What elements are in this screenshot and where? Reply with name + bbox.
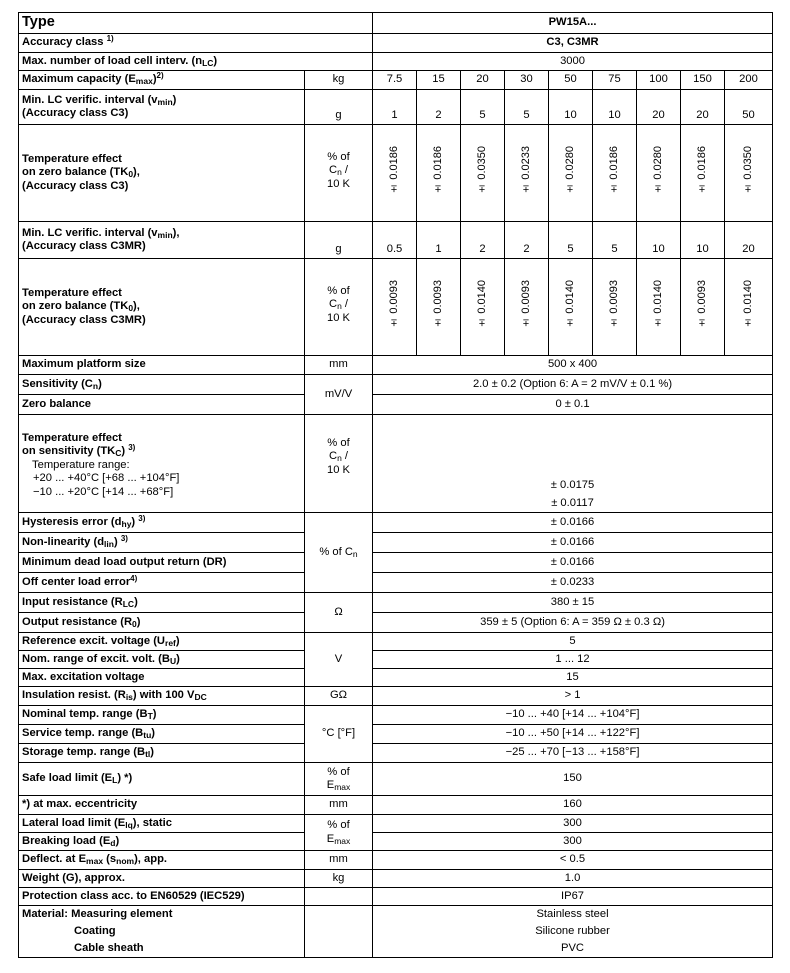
off-center-label: Off center load error$^{4)}$	[19, 573, 305, 593]
lateral-load-label: Lateral load limit (Elq), static	[19, 815, 305, 833]
vmin-c3mr-value: 10	[637, 222, 681, 259]
ref-excit-label: Reference excit. voltage (Uref)	[19, 633, 305, 651]
vmin-c3-value: 1	[373, 90, 417, 125]
capacity-value: 20	[461, 71, 505, 90]
max-intervals-value: 3000	[373, 53, 773, 71]
capacity-value: 150	[681, 71, 725, 90]
ref-excit-row	[19, 633, 773, 651]
off-center-value: ± 0.0233	[373, 573, 773, 593]
service-temp-row	[19, 725, 773, 744]
nominal-temp-value: −10 ... +40 [+14 ... +104°F]	[373, 706, 773, 725]
service-temp-value: −10 ... +50 [+14 ... +122°F]	[373, 725, 773, 744]
vmin-c3-value: 20	[637, 90, 681, 125]
max-intervals-row	[19, 53, 773, 71]
sensitivity-value: 2.0 ± 0.2 (Option 6: A = 2 mV/V ± 0.1 %)	[373, 375, 773, 395]
input-res-row	[19, 593, 773, 613]
service-temp-label: Service temp. range (Btu)	[19, 725, 305, 744]
volt-unit: V	[305, 633, 373, 687]
dead-load-label: Minimum dead load output return (DR)	[19, 553, 305, 573]
tk0-c3-label: Temperature effect on zero balance (TK0), (Accuracy class C3)	[19, 125, 305, 222]
tk0-c3mr-value: ± 0.0140	[461, 259, 505, 356]
nonlinearity-row	[19, 533, 773, 553]
material-row	[19, 906, 773, 958]
protection-row	[19, 888, 773, 906]
safe-load-value: 150	[373, 763, 773, 796]
capacity-value: 100	[637, 71, 681, 90]
tkc-unit: % of Cn / 10 K	[305, 415, 373, 513]
nominal-temp-row	[19, 706, 773, 725]
vmin-c3mr-value: 20	[725, 222, 773, 259]
dead-load-row	[19, 553, 773, 573]
off-center-row	[19, 573, 773, 593]
breaking-load-row	[19, 833, 773, 851]
accuracy-value: C3, C3MR	[373, 34, 773, 53]
tk0-c3-value: ± 0.0350	[461, 125, 505, 222]
tk0-c3mr-value: ± 0.0140	[725, 259, 773, 356]
vmin-c3-value: 20	[681, 90, 725, 125]
capacity-value: 200	[725, 71, 773, 90]
vmin-c3mr-value: 2	[505, 222, 549, 259]
safe-load-unit: % of Emax	[305, 763, 373, 796]
eccentricity-unit: mm	[305, 796, 373, 815]
vmin-c3-label: Min. LC verific. interval (vmin) (Accuracy class C3)	[19, 90, 305, 125]
nominal-temp-label: Nominal temp. range (BT)	[19, 706, 305, 725]
material-values: Stainless steel Silicone rubber PVC	[373, 906, 773, 958]
lateral-load-row	[19, 815, 773, 833]
storage-temp-label: Storage temp. range (Btl)	[19, 744, 305, 763]
tk0-c3-value: ± 0.0186	[417, 125, 461, 222]
vmin-c3mr-unit: g	[305, 222, 373, 259]
tk0-c3-value: ± 0.0350	[725, 125, 773, 222]
deflection-row	[19, 851, 773, 870]
pct-cn-unit: % of Cn	[305, 513, 373, 593]
tk0-c3-value: ± 0.0186	[681, 125, 725, 222]
tk0-c3-value: ± 0.0280	[549, 125, 593, 222]
input-res-label: Input resistance (RLC)	[19, 593, 305, 613]
tk0-c3-unit: % of Cn / 10 K	[305, 125, 373, 222]
safe-load-label: Safe load limit (EL) *)	[19, 763, 305, 796]
nom-range-row	[19, 651, 773, 669]
tk0-c3-row	[19, 125, 773, 222]
model-name: PW15A...	[373, 13, 773, 34]
hysteresis-label: Hysteresis error (dhy) $^{3)}$	[19, 513, 305, 533]
tkc-label: Temperature effect on sensitivity (TKC) $^{3)}$ Temperature range: +20 ... +40°C [+68 ... +104°F] −10 ... +20°C [+14 ... +68°F]	[19, 415, 305, 513]
vmin-c3mr-label: Min. LC verific. interval (vmin), (Accuracy class C3MR)	[19, 222, 305, 259]
nonlinearity-label: Non-linearity (dlin) $^{3)}$	[19, 533, 305, 553]
lateral-load-value: 300	[373, 815, 773, 833]
platform-unit: mm	[305, 356, 373, 375]
tk0-c3mr-unit: % of Cn / 10 K	[305, 259, 373, 356]
max-capacity-label: Maximum capacity $(Emax)^{2)}$	[19, 71, 305, 90]
storage-temp-value: −25 ... +70 [−13 ... +158°F]	[373, 744, 773, 763]
insulation-label: Insulation resist. (Ris) with 100 VDC	[19, 687, 305, 706]
vmin-c3mr-value: 5	[549, 222, 593, 259]
vmin-c3mr-value: 5	[593, 222, 637, 259]
type-heading: Type	[19, 13, 373, 34]
max-excit-row	[19, 669, 773, 687]
accuracy-label: Accuracy class $^{1)}$	[19, 34, 373, 53]
dead-load-value: ± 0.0166	[373, 553, 773, 573]
max-capacity-unit: kg	[305, 71, 373, 90]
hysteresis-row	[19, 513, 773, 533]
protection-label: Protection class acc. to EN60529 (IEC529)	[19, 888, 305, 906]
sensitivity-label: Sensitivity (Cn)	[19, 375, 305, 395]
eccentricity-label: *) at max. eccentricity	[19, 796, 305, 815]
zero-balance-row	[19, 395, 773, 415]
tk0-c3mr-value: ± 0.0093	[373, 259, 417, 356]
tk0-c3mr-value: ± 0.0093	[681, 259, 725, 356]
insulation-row	[19, 687, 773, 706]
weight-unit: kg	[305, 870, 373, 888]
deflection-value: < 0.5	[373, 851, 773, 870]
deflection-unit: mm	[305, 851, 373, 870]
accuracy-row	[19, 34, 773, 53]
insulation-unit: GΩ	[305, 687, 373, 706]
vmin-c3-value: 10	[593, 90, 637, 125]
protection-value: IP67	[373, 888, 773, 906]
pct-emax-unit: % of Emax	[305, 815, 373, 851]
weight-value: 1.0	[373, 870, 773, 888]
vmin-c3mr-row	[19, 222, 773, 259]
mvv-unit: mV/V	[305, 375, 373, 415]
weight-label: Weight (G), approx.	[19, 870, 305, 888]
platform-label: Maximum platform size	[19, 356, 305, 375]
ohm-unit: Ω	[305, 593, 373, 633]
tkc-values: ± 0.0175 ± 0.0117	[373, 415, 773, 513]
vmin-c3-unit: g	[305, 90, 373, 125]
capacity-value: 30	[505, 71, 549, 90]
max-intervals-label: Max. number of load cell interv. (nLC)	[19, 53, 373, 71]
spec-sheet	[18, 12, 773, 958]
safe-load-row	[19, 763, 773, 796]
header-row	[19, 13, 773, 34]
platform-value: 500 x 400	[373, 356, 773, 375]
input-res-value: 380 ± 15	[373, 593, 773, 613]
ref-excit-value: 5	[373, 633, 773, 651]
capacity-value: 50	[549, 71, 593, 90]
vmin-c3-value: 2	[417, 90, 461, 125]
nonlinearity-value: ± 0.0166	[373, 533, 773, 553]
tk0-c3mr-row	[19, 259, 773, 356]
tk0-c3mr-value: ± 0.0093	[593, 259, 637, 356]
tkc-row	[19, 415, 773, 513]
capacity-value: 7.5	[373, 71, 417, 90]
vmin-c3mr-value: 2	[461, 222, 505, 259]
tk0-c3-value: ± 0.0186	[373, 125, 417, 222]
vmin-c3-value: 5	[461, 90, 505, 125]
sensitivity-row	[19, 375, 773, 395]
deflection-label: Deflect. at Emax (snom), app.	[19, 851, 305, 870]
nom-range-value: 1 ... 12	[373, 651, 773, 669]
platform-row	[19, 356, 773, 375]
tk0-c3mr-value: ± 0.0093	[417, 259, 461, 356]
output-res-row	[19, 613, 773, 633]
material-label: Material: Measuring element Coating Cable sheath	[19, 906, 305, 958]
tk0-c3mr-value: ± 0.0140	[637, 259, 681, 356]
vmin-c3-value: 5	[505, 90, 549, 125]
breaking-load-value: 300	[373, 833, 773, 851]
material-unit	[305, 906, 373, 958]
eccentricity-value: 160	[373, 796, 773, 815]
eccentricity-row	[19, 796, 773, 815]
output-res-value: 359 ± 5 (Option 6: A = 359 Ω ± 0.3 Ω)	[373, 613, 773, 633]
tk0-c3-value: ± 0.0186	[593, 125, 637, 222]
specification-table	[18, 12, 773, 958]
vmin-c3-row	[19, 90, 773, 125]
tk0-c3-value: ± 0.0280	[637, 125, 681, 222]
breaking-load-label: Breaking load (Ed)	[19, 833, 305, 851]
vmin-c3mr-value: 1	[417, 222, 461, 259]
max-capacity-row	[19, 71, 773, 90]
max-excit-value: 15	[373, 669, 773, 687]
tk0-c3mr-label: Temperature effect on zero balance (TK0), (Accuracy class C3MR)	[19, 259, 305, 356]
weight-row	[19, 870, 773, 888]
tk0-c3mr-value: ± 0.0140	[549, 259, 593, 356]
vmin-c3mr-value: 10	[681, 222, 725, 259]
zero-balance-value: 0 ± 0.1	[373, 395, 773, 415]
nom-range-label: Nom. range of excit. volt. (BU)	[19, 651, 305, 669]
capacity-value: 75	[593, 71, 637, 90]
vmin-c3mr-value: 0.5	[373, 222, 417, 259]
capacity-value: 15	[417, 71, 461, 90]
protection-unit	[305, 888, 373, 906]
tk0-c3-value: ± 0.0233	[505, 125, 549, 222]
storage-temp-row	[19, 744, 773, 763]
max-excit-label: Max. excitation voltage	[19, 669, 305, 687]
insulation-value: > 1	[373, 687, 773, 706]
zero-balance-label: Zero balance	[19, 395, 305, 415]
vmin-c3-value: 50	[725, 90, 773, 125]
temp-unit: °C [°F]	[305, 706, 373, 763]
hysteresis-value: ± 0.0166	[373, 513, 773, 533]
vmin-c3-value: 10	[549, 90, 593, 125]
output-res-label: Output resistance (R0)	[19, 613, 305, 633]
tk0-c3mr-value: ± 0.0093	[505, 259, 549, 356]
